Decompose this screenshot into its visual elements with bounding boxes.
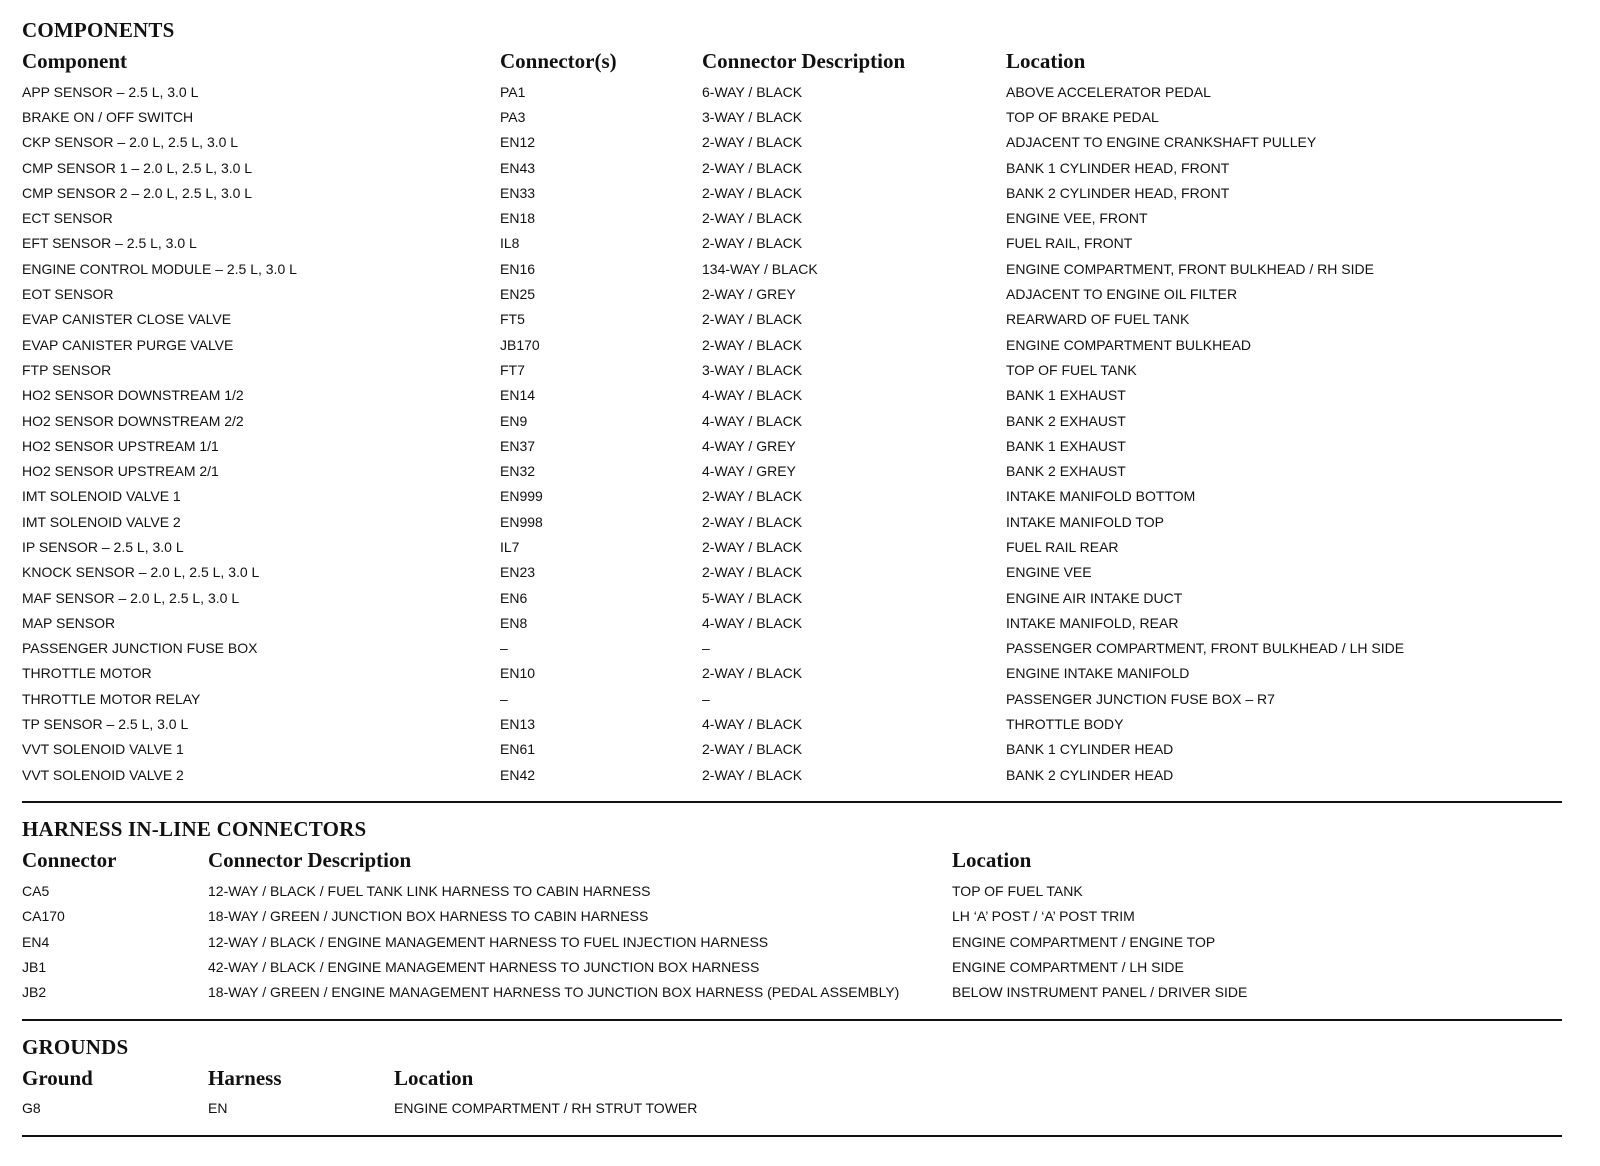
document-page (22, 16, 1562, 1137)
component-cell: APP SENSOR – 2.5 L, 3.0 L (22, 83, 199, 100)
connector-cell: EN10 (500, 665, 536, 682)
location-cell: BANK 1 EXHAUST (1006, 387, 1126, 404)
connector-description-cell: 4-WAY / BLACK (702, 614, 803, 631)
table-row (22, 954, 1562, 979)
connector-description-cell: 2-WAY / BLACK (702, 184, 803, 201)
component-cell: HO2 SENSOR DOWNSTREAM 1/2 (22, 387, 244, 404)
component-cell: HO2 SENSOR UPSTREAM 2/1 (22, 463, 219, 480)
table-row (22, 636, 1562, 661)
harness-cell: EN (208, 1100, 228, 1117)
connector-cell: JB170 (500, 336, 540, 353)
connector-description-cell: 2-WAY / BLACK (702, 665, 803, 682)
component-cell: KNOCK SENSOR – 2.0 L, 2.5 L, 3.0 L (22, 564, 260, 581)
location-cell: PASSENGER COMPARTMENT, FRONT BULKHEAD / LH SIDE (1006, 640, 1405, 657)
connector-description-cell: – (702, 640, 710, 657)
table-row (22, 332, 1562, 357)
header-location: Location (394, 1065, 474, 1090)
header-harness: Harness (208, 1065, 282, 1090)
location-cell: ENGINE COMPARTMENT BULKHEAD (1006, 336, 1252, 353)
component-cell: EOT SENSOR (22, 286, 114, 303)
connector-cell: EN14 (500, 387, 536, 404)
location-cell: ABOVE ACCELERATOR PEDAL (1006, 83, 1211, 100)
connector-cell: EN18 (500, 210, 536, 227)
harness-table-body (22, 878, 1562, 1004)
location-cell: ENGINE COMPARTMENT, FRONT BULKHEAD / RH SIDE (1006, 260, 1374, 277)
location-cell: BELOW INSTRUMENT PANEL / DRIVER SIDE (952, 984, 1248, 1001)
location-cell: TOP OF BRAKE PEDAL (1006, 108, 1159, 125)
connector-description-cell: 6-WAY / BLACK (702, 83, 803, 100)
location-cell: ENGINE VEE, FRONT (1006, 210, 1148, 227)
connector-cell: EN23 (500, 564, 536, 581)
grounds-table-body (22, 1096, 1562, 1121)
harness-title: HARNESS IN-LINE CONNECTORS (22, 817, 367, 842)
table-row (22, 104, 1562, 129)
connector-cell: IL7 (500, 538, 520, 555)
connector-description-cell: 4-WAY / GREY (702, 463, 796, 480)
connector-cell: EN998 (500, 513, 543, 530)
table-row (22, 560, 1562, 585)
table-row (22, 737, 1562, 762)
location-cell: ENGINE INTAKE MANIFOLD (1006, 665, 1190, 682)
table-row (22, 686, 1562, 711)
components-table-body (22, 79, 1562, 787)
location-cell: TOP OF FUEL TANK (1006, 361, 1137, 378)
component-cell: THROTTLE MOTOR (22, 665, 152, 682)
table-row (22, 180, 1562, 205)
table-row (22, 79, 1562, 104)
connector-cell: IL8 (500, 235, 520, 252)
component-cell: ECT SENSOR (22, 210, 113, 227)
location-cell: BANK 1 CYLINDER HEAD (1006, 741, 1174, 758)
connector-description-cell: 12-WAY / BLACK / FUEL TANK LINK HARNESS TO CABIN HARNESS (208, 882, 651, 899)
connector-cell: EN33 (500, 184, 536, 201)
location-cell: BANK 2 CYLINDER HEAD (1006, 766, 1174, 783)
header-connectors: Connector(s) (500, 49, 617, 73)
location-cell: ADJACENT TO ENGINE CRANKSHAFT PULLEY (1006, 134, 1317, 151)
table-row (22, 130, 1562, 155)
connector-cell: EN37 (500, 437, 536, 454)
connector-cell: EN16 (500, 260, 536, 277)
location-cell: PASSENGER JUNCTION FUSE BOX – R7 (1006, 690, 1275, 707)
connector-description-cell: 2-WAY / BLACK (702, 513, 803, 530)
table-row (22, 711, 1562, 736)
connector-description-cell: 3-WAY / BLACK (702, 108, 803, 125)
connector-cell: EN6 (500, 589, 528, 606)
component-cell: HO2 SENSOR UPSTREAM 1/1 (22, 437, 219, 454)
connector-description-cell: 2-WAY / BLACK (702, 336, 803, 353)
connector-description-cell: 42-WAY / BLACK / ENGINE MANAGEMENT HARNESS TO JUNCTION BOX HARNESS (208, 958, 760, 975)
component-cell: BRAKE ON / OFF SWITCH (22, 108, 194, 125)
location-cell: INTAKE MANIFOLD BOTTOM (1006, 488, 1196, 505)
connector-cell: PA3 (500, 108, 526, 125)
location-cell: ENGINE COMPARTMENT / ENGINE TOP (952, 933, 1216, 950)
location-cell: FUEL RAIL, FRONT (1006, 235, 1133, 252)
component-cell: IP SENSOR – 2.5 L, 3.0 L (22, 538, 184, 555)
connector-cell: EN4 (22, 933, 50, 950)
component-cell: IMT SOLENOID VALVE 1 (22, 488, 181, 505)
component-cell: CMP SENSOR 1 – 2.0 L, 2.5 L, 3.0 L (22, 159, 253, 176)
connector-description-cell: 18-WAY / GREEN / JUNCTION BOX HARNESS TO CABIN HARNESS (208, 908, 649, 925)
connector-cell: EN8 (500, 614, 528, 631)
header-ground: Ground (22, 1065, 93, 1090)
header-component: Component (22, 49, 128, 73)
table-row (22, 383, 1562, 408)
connector-description-cell: 2-WAY / BLACK (702, 134, 803, 151)
connector-description-cell: 2-WAY / BLACK (702, 311, 803, 328)
connector-cell: EN9 (500, 412, 528, 429)
component-cell: THROTTLE MOTOR RELAY (22, 690, 201, 707)
table-row (22, 281, 1562, 306)
location-cell: BANK 2 CYLINDER HEAD, FRONT (1006, 184, 1230, 201)
components-section (22, 16, 1562, 787)
component-cell: TP SENSOR – 2.5 L, 3.0 L (22, 716, 189, 733)
ground-cell: G8 (22, 1100, 41, 1117)
table-row (22, 357, 1562, 382)
connector-cell: FT5 (500, 311, 525, 328)
connector-cell: EN42 (500, 766, 536, 783)
connector-cell: PA1 (500, 83, 526, 100)
connector-description-cell: 4-WAY / BLACK (702, 716, 803, 733)
connector-description-cell: 12-WAY / BLACK / ENGINE MANAGEMENT HARNESS TO FUEL INJECTION HARNESS (208, 933, 769, 950)
connector-cell: CA170 (22, 908, 65, 925)
location-cell: ENGINE AIR INTAKE DUCT (1006, 589, 1183, 606)
connector-description-cell: 2-WAY / BLACK (702, 235, 803, 252)
location-cell: REARWARD OF FUEL TANK (1006, 311, 1190, 328)
connector-description-cell: 2-WAY / BLACK (702, 564, 803, 581)
location-cell: ENGINE COMPARTMENT / RH STRUT TOWER (394, 1100, 698, 1117)
harness-header-row (22, 843, 1562, 878)
connector-cell: EN12 (500, 134, 536, 151)
location-cell: BANK 2 EXHAUST (1006, 412, 1126, 429)
header-connector: Connector (22, 848, 117, 873)
connector-cell: EN43 (500, 159, 536, 176)
section-divider (22, 1019, 1562, 1021)
table-row (22, 904, 1562, 929)
grounds-title: GROUNDS (22, 1034, 129, 1059)
table-row (22, 610, 1562, 635)
connector-description-cell: 4-WAY / GREY (702, 437, 796, 454)
table-row (22, 980, 1562, 1005)
table-row (22, 231, 1562, 256)
connector-cell: FT7 (500, 361, 525, 378)
component-cell: PASSENGER JUNCTION FUSE BOX (22, 640, 258, 657)
header-location: Location (952, 848, 1032, 873)
connector-description-cell: 2-WAY / BLACK (702, 210, 803, 227)
connector-description-cell: 5-WAY / BLACK (702, 589, 803, 606)
connector-cell: JB2 (22, 984, 47, 1001)
connector-cell: EN999 (500, 488, 543, 505)
connector-description-cell: 2-WAY / GREY (702, 286, 796, 303)
header-location: Location (1006, 49, 1086, 73)
location-cell: THROTTLE BODY (1006, 716, 1124, 733)
table-row (22, 205, 1562, 230)
header-connector-description: Connector Description (208, 848, 412, 873)
component-cell: IMT SOLENOID VALVE 2 (22, 513, 181, 530)
connector-cell: CA5 (22, 882, 50, 899)
connector-description-cell: 4-WAY / BLACK (702, 387, 803, 404)
location-cell: ADJACENT TO ENGINE OIL FILTER (1006, 286, 1238, 303)
section-divider (22, 801, 1562, 803)
location-cell: INTAKE MANIFOLD TOP (1006, 513, 1164, 530)
connector-cell: EN32 (500, 463, 536, 480)
table-row (22, 661, 1562, 686)
connector-description-cell: 2-WAY / BLACK (702, 741, 803, 758)
location-cell: ENGINE VEE (1006, 564, 1092, 581)
connector-cell: EN13 (500, 716, 536, 733)
component-cell: ENGINE CONTROL MODULE – 2.5 L, 3.0 L (22, 260, 297, 277)
location-cell: ENGINE COMPARTMENT / LH SIDE (952, 958, 1184, 975)
component-cell: EVAP CANISTER CLOSE VALVE (22, 311, 232, 328)
connector-description-cell: 18-WAY / GREEN / ENGINE MANAGEMENT HARNESS TO JUNCTION BOX HARNESS (PEDAL ASSEMBLY) (208, 984, 900, 1001)
connector-description-cell: 4-WAY / BLACK (702, 412, 803, 429)
connector-description-cell: 2-WAY / BLACK (702, 159, 803, 176)
component-cell: EFT SENSOR – 2.5 L, 3.0 L (22, 235, 197, 252)
connector-description-cell: 2-WAY / BLACK (702, 488, 803, 505)
connector-cell: EN25 (500, 286, 536, 303)
table-row (22, 1096, 1562, 1121)
location-cell: BANK 1 EXHAUST (1006, 437, 1126, 454)
table-row (22, 433, 1562, 458)
connector-description-cell: 134-WAY / BLACK (702, 260, 818, 277)
component-cell: FTP SENSOR (22, 361, 112, 378)
table-row (22, 585, 1562, 610)
table-row (22, 307, 1562, 332)
connector-description-cell: 2-WAY / BLACK (702, 538, 803, 555)
location-cell: FUEL RAIL REAR (1006, 538, 1119, 555)
table-row (22, 256, 1562, 281)
grounds-header-row (22, 1061, 1562, 1096)
table-row (22, 929, 1562, 954)
table-row (22, 408, 1562, 433)
connector-description-cell: – (702, 690, 710, 707)
location-cell: LH ‘A’ POST / ‘A’ POST TRIM (952, 908, 1135, 925)
connector-cell: JB1 (22, 958, 47, 975)
component-cell: CKP SENSOR – 2.0 L, 2.5 L, 3.0 L (22, 134, 239, 151)
component-cell: EVAP CANISTER PURGE VALVE (22, 336, 234, 353)
connector-cell: EN61 (500, 741, 536, 758)
table-row (22, 155, 1562, 180)
section-divider (22, 1135, 1562, 1137)
component-cell: MAP SENSOR (22, 614, 116, 631)
component-cell: VVT SOLENOID VALVE 2 (22, 766, 184, 783)
connector-cell: – (500, 690, 508, 707)
table-row (22, 509, 1562, 534)
grounds-section (22, 1033, 1562, 1121)
components-header-row (22, 44, 1562, 79)
component-cell: MAF SENSOR – 2.0 L, 2.5 L, 3.0 L (22, 589, 240, 606)
location-cell: BANK 2 EXHAUST (1006, 463, 1126, 480)
table-row (22, 484, 1562, 509)
component-cell: HO2 SENSOR DOWNSTREAM 2/2 (22, 412, 244, 429)
components-title: COMPONENTS (22, 18, 175, 42)
table-row (22, 878, 1562, 903)
table-row (22, 458, 1562, 483)
location-cell: TOP OF FUEL TANK (952, 882, 1083, 899)
connector-cell: – (500, 640, 508, 657)
harness-section (22, 815, 1562, 1004)
table-row (22, 534, 1562, 559)
component-cell: VVT SOLENOID VALVE 1 (22, 741, 184, 758)
location-cell: INTAKE MANIFOLD, REAR (1006, 614, 1179, 631)
header-connector-description: Connector Description (702, 49, 906, 73)
table-row (22, 762, 1562, 787)
location-cell: BANK 1 CYLINDER HEAD, FRONT (1006, 159, 1230, 176)
component-cell: CMP SENSOR 2 – 2.0 L, 2.5 L, 3.0 L (22, 184, 253, 201)
connector-description-cell: 2-WAY / BLACK (702, 766, 803, 783)
connector-description-cell: 3-WAY / BLACK (702, 361, 803, 378)
